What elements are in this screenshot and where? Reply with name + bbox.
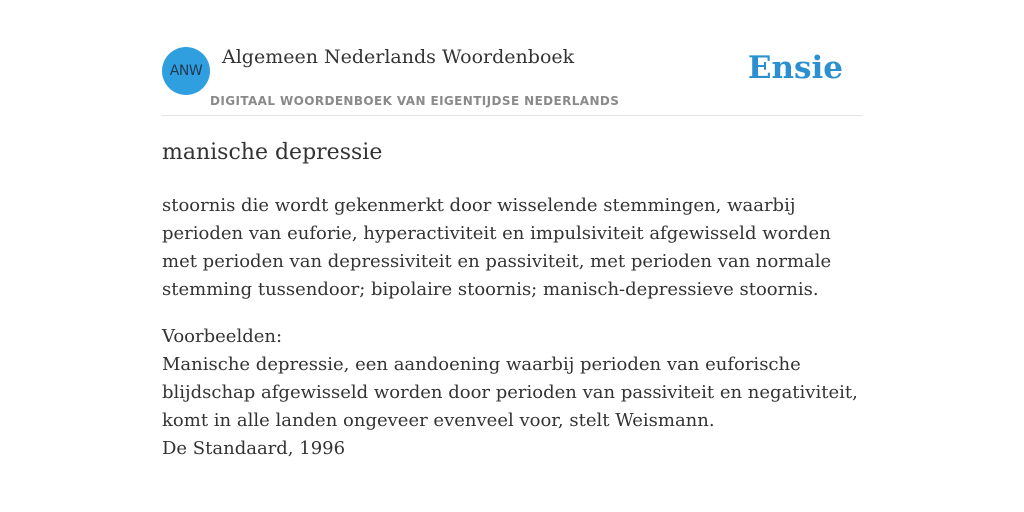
definition-text: stoornis die wordt gekenmerkt door wisselende stemmingen, waarbij perioden van euforie, hyperactiviteit en impulsiviteit afgewisseld worden met perioden van depressiviteit en passiviteit, met perioden van normale stemming tussendoor; bipolaire stoornis; manisch-depressieve stoornis.: [162, 195, 832, 300]
examples-section: [162, 323, 862, 463]
anw-logo[interactable]: [162, 47, 210, 95]
headword: manische depressie: [162, 140, 383, 165]
entry-card: [162, 0, 862, 512]
example-text: Manische depressie, een aandoening waarbij perioden van euforische blijdschap afgewisseld worden door perioden van passiviteit en negativiteit, komt in alle landen ongeveer evenveel voor, stelt Weismann.: [162, 354, 858, 431]
site-title[interactable]: Algemeen Nederlands Woordenboek: [222, 46, 575, 68]
example-source: De Standaard, 1996: [162, 438, 346, 459]
header-divider: [162, 115, 862, 116]
examples-label: Voorbeelden:: [162, 326, 283, 347]
site-subtitle: DIGITAAL WOORDENBOEK VAN EIGENTIJDSE NEDERLANDS: [210, 94, 620, 108]
logo-text: ANW: [169, 63, 203, 79]
ensie-brand-logo[interactable]: Ensie: [747, 50, 843, 86]
